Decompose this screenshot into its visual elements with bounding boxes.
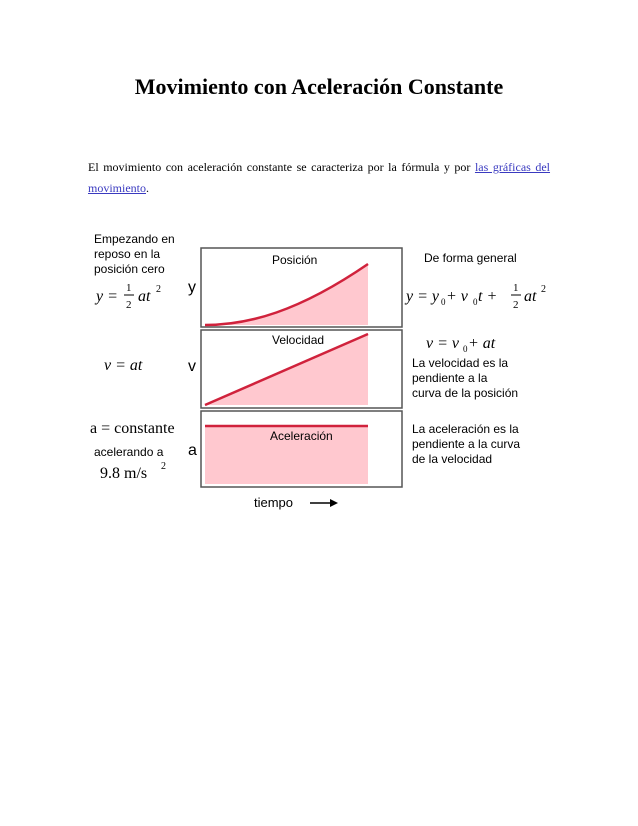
time-arrow-icon <box>310 499 338 507</box>
right-velocity-main: v = v <box>426 335 459 352</box>
left-position-frac-num: 1 <box>126 282 132 294</box>
right-position-frac-num: 1 <box>513 282 519 294</box>
accel-value: 9.8 m/s <box>100 465 148 482</box>
accel-note: acelerando a <box>94 445 164 459</box>
axis-letter-y: y <box>188 279 196 296</box>
right-position-t: t + <box>478 288 498 305</box>
right-velocity-end: + at <box>468 335 496 352</box>
right-position-end: at <box>524 288 537 305</box>
kinematics-diagram <box>88 228 558 518</box>
left-position-frac-den: 2 <box>126 299 132 311</box>
right-position-frac-den: 2 <box>513 299 519 311</box>
left-velocity-formula: v = at <box>104 357 143 374</box>
right-velocity-sub: 0 <box>463 344 468 354</box>
position-panel <box>201 248 402 327</box>
axis-letter-v: v <box>188 358 196 375</box>
velocity-note-line-2: pendiente a la <box>412 371 488 385</box>
intro-paragraph <box>88 157 550 199</box>
left-position-lhs: y = <box>96 288 118 305</box>
accel-note-line-1: La aceleración es la <box>412 422 519 436</box>
velocity-panel-title: Velocidad <box>272 333 325 347</box>
intro-text: El movimiento con aceleración constante se caracteriza por la fórmula y por <box>88 160 471 174</box>
acceleration-panel <box>201 411 402 487</box>
right-position-mid: + v <box>446 288 468 305</box>
accel-note-line-3: de la velocidad <box>412 452 493 466</box>
velocity-panel <box>201 330 402 408</box>
time-label: tiempo <box>254 495 294 510</box>
right-position-sub0: 0 <box>441 297 446 307</box>
left-position-exp: 2 <box>156 284 161 295</box>
acceleration-panel-title: Aceleración <box>270 429 333 443</box>
movement-link[interactable]: movimiento <box>88 181 146 195</box>
left-header-line-3: posición cero <box>94 262 165 276</box>
left-position-rhs: at <box>138 288 151 305</box>
right-header: De forma general <box>424 251 517 265</box>
intro-line-1 <box>88 157 550 178</box>
left-header-line-1: Empezando en <box>94 232 175 246</box>
velocity-note-line-3: curva de la posición <box>412 386 519 400</box>
left-header-line-2: reposo en la <box>94 247 161 261</box>
right-position-main: y = y <box>406 288 439 305</box>
right-position-exp: 2 <box>541 284 546 295</box>
position-panel-title: Posición <box>272 253 318 267</box>
kinematics-figure <box>88 228 558 518</box>
page-title: Movimiento con Aceleración Constante <box>134 74 504 99</box>
intro-period: . <box>146 181 149 195</box>
axis-letter-a: a <box>188 442 197 459</box>
accel-note-line-2: pendiente a la curva <box>412 437 521 451</box>
right-position-sub1: 0 <box>473 297 478 307</box>
accel-value-exp: 2 <box>161 461 166 472</box>
graphs-link[interactable]: las gráficas del <box>474 160 551 174</box>
left-acceleration-formula: a = constante <box>90 420 175 437</box>
velocity-note-line-1: La velocidad es la <box>412 356 509 370</box>
